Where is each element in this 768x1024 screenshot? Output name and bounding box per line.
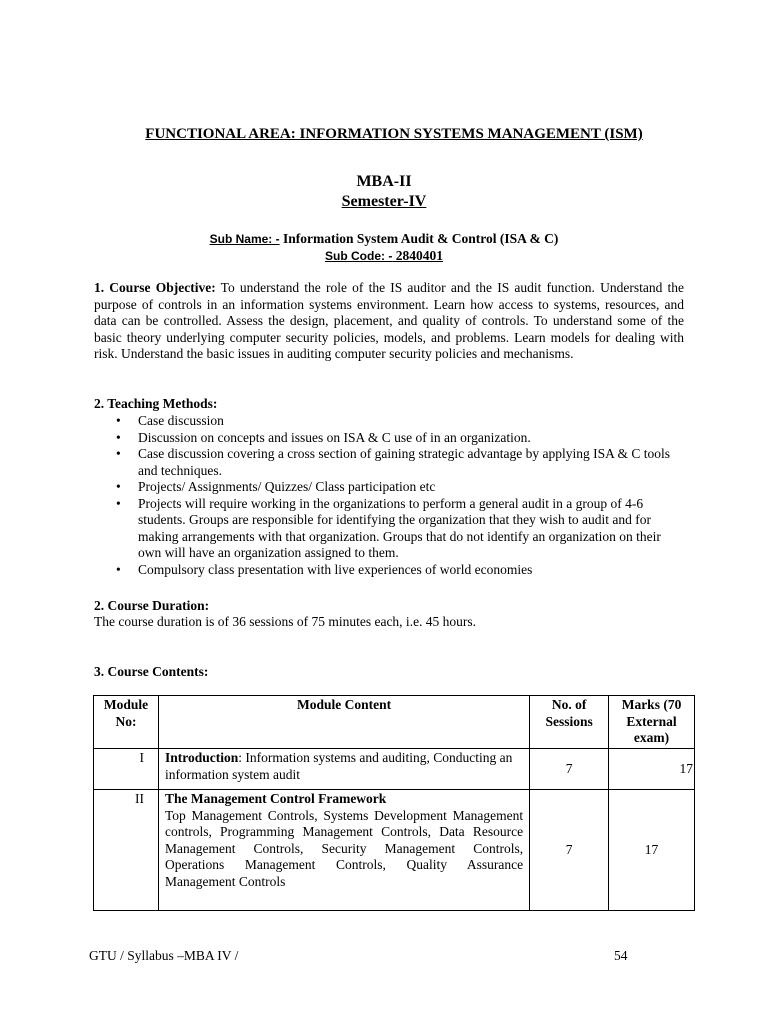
- subject-code-label: Sub Code: -: [325, 249, 393, 263]
- course-contents-table: [93, 695, 695, 911]
- list-item-text: Discussion on concepts and issues on ISA & C use of in an organization.: [138, 429, 531, 445]
- bullet-icon: •: [116, 446, 121, 461]
- course-duration-text: The course duration is of 36 sessions of 75 minutes each, i.e. 45 hours.: [94, 614, 477, 629]
- module-sessions: 7: [530, 790, 609, 911]
- bullet-icon: •: [116, 561, 121, 577]
- module-marks: 17: [609, 749, 695, 790]
- list-item-text: Projects will require working in the organizations to perform a general audit in a group of 4-6 students. Groups are responsible for identifying the organization that they wish to audit and for making arrangements with that organization. Groups that do not identify an organization on their own will have an organization assigned to them.: [138, 495, 661, 560]
- subject-code: [0, 247, 768, 265]
- subject-name-value: Information System Audit & Control (ISA & C): [279, 231, 559, 246]
- module-marks: 17: [609, 790, 695, 911]
- table-row: [94, 749, 695, 790]
- column-header-sessions: No. of Sessions: [530, 696, 609, 749]
- bullet-icon: •: [116, 413, 121, 428]
- course-contents-heading: 3. Course Contents:: [94, 664, 209, 679]
- list-item: [94, 562, 684, 579]
- module-title: The Management Control Framework: [164, 791, 387, 806]
- subject-name: [0, 230, 768, 248]
- module-title: Introduction: [164, 750, 239, 765]
- list-item: [94, 446, 684, 479]
- course-duration-heading: 2. Course Duration:: [94, 598, 210, 613]
- list-item: [94, 496, 684, 562]
- course-objective-heading: 1. Course Objective:: [94, 280, 216, 295]
- column-header-marks: Marks (70 External exam): [609, 696, 695, 749]
- teaching-methods-list: [94, 413, 684, 578]
- page-number: 54: [614, 948, 628, 963]
- list-item-text: Case discussion: [138, 413, 224, 428]
- bullet-icon: •: [116, 495, 121, 511]
- semester-title: Semester-IV: [341, 193, 427, 210]
- list-item-text: Projects/ Assignments/ Quizzes/ Class participation etc: [138, 479, 436, 494]
- module-description: Top Management Controls, Systems Development Management controls, Programming Management Controls, Data Resource Management Controls, Security Management Controls, Operations Management Controls, Quality Assurance Management Controls: [164, 807, 524, 889]
- list-item: [94, 479, 684, 496]
- module-number: I: [94, 749, 159, 790]
- course-objective: [94, 280, 684, 363]
- teaching-methods-heading: 2. Teaching Methods:: [94, 396, 218, 411]
- list-item-text: Case discussion covering a cross section of gaining strategic advantage by applying ISA & C tools and techniques.: [138, 446, 671, 478]
- module-content: [158, 790, 529, 911]
- module-description: : Information systems and auditing, Conducting an information system audit: [164, 750, 513, 782]
- list-item-text: Compulsory class presentation with live experiences of world economies: [138, 561, 533, 577]
- list-item: [94, 413, 684, 430]
- functional-area-title: FUNCTIONAL AREA: INFORMATION SYSTEMS MANAGEMENT (ISM): [145, 126, 643, 142]
- list-item: [94, 430, 684, 447]
- table-header-row: [94, 696, 695, 749]
- module-content: [158, 749, 529, 790]
- subject-code-value: 2840401: [392, 248, 443, 263]
- column-header-module-no: Module No:: [94, 696, 159, 749]
- subject-name-label: Sub Name: -: [209, 232, 280, 246]
- footer-text: GTU / Syllabus –MBA IV /: [89, 948, 239, 963]
- course-objective-text: To understand the role of the IS auditor and the IS audit function. Understand the purpose of controls in an information systems environment. Learn how access to systems, resources, and data can be controlled. Assess the design, placement, and quality of controls. To understand some of the basic theory underlying computer security policies, models, and problems. Learn models for dealing with risk. Understand the basic issues in auditing computer security policies and mechanisms.: [94, 280, 685, 361]
- bullet-icon: •: [116, 429, 121, 445]
- column-header-module-content: Module Content: [158, 696, 529, 749]
- module-number: II: [94, 790, 159, 911]
- program-title: MBA-II: [356, 173, 412, 190]
- module-sessions: 7: [530, 749, 609, 790]
- bullet-icon: •: [116, 479, 121, 494]
- table-row: [94, 790, 695, 911]
